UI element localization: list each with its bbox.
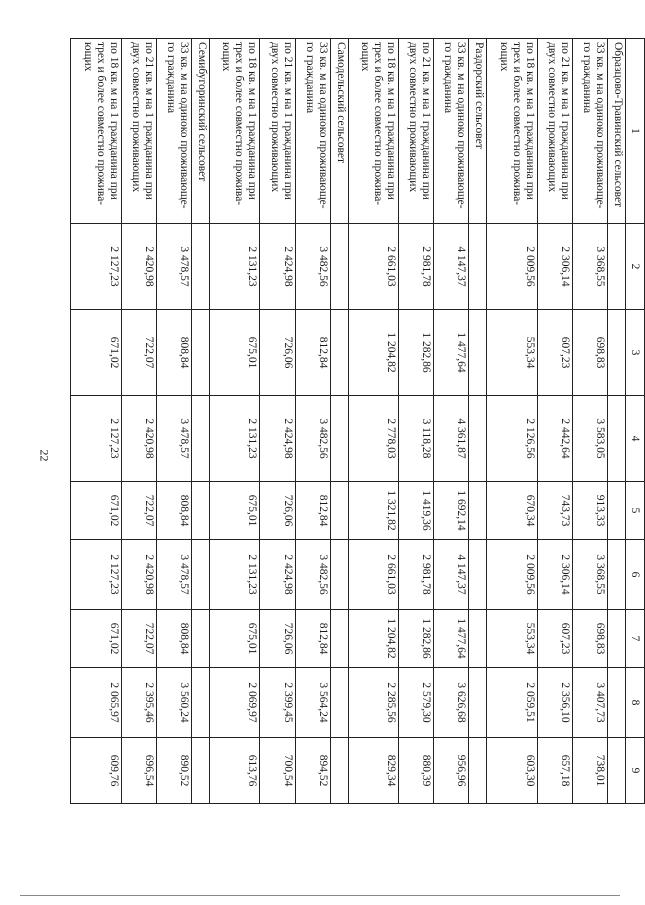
value-cell: 671,02: [71, 482, 122, 540]
empty-cell: [330, 224, 348, 310]
value-cell: 2 356,10: [537, 668, 572, 738]
value-cell: 2 399,45: [260, 668, 295, 738]
column-header: 8: [626, 668, 645, 738]
value-cell: 2 661,03: [348, 540, 399, 610]
value-cell: 1 419,36: [399, 482, 434, 540]
row-label: по 21 кв. м на 1 гражданина при двух совместно проживающих: [537, 39, 572, 224]
column-header: 9: [626, 738, 645, 804]
value-cell: 726,06: [260, 310, 295, 396]
value-cell: 3 368,55: [572, 224, 607, 310]
value-cell: 603,30: [487, 738, 538, 804]
row-label: по 18 кв. м на 1 гражданина при трех и более совместно прожива- ющих: [71, 39, 122, 224]
value-cell: 894,52: [295, 738, 330, 804]
value-cell: 3 478,57: [156, 224, 191, 310]
value-cell: 2 009,56: [487, 224, 538, 310]
value-cell: 2 127,23: [71, 396, 122, 482]
page-bottom-rule: [20, 895, 620, 896]
value-cell: 3 482,56: [295, 396, 330, 482]
table-row: [348, 39, 399, 804]
value-cell: 2 131,23: [209, 540, 260, 610]
empty-cell: [608, 668, 626, 738]
empty-cell: [608, 482, 626, 540]
value-cell: 2 285,56: [348, 668, 399, 738]
table-row: [71, 39, 122, 804]
table-row: [572, 39, 607, 804]
value-cell: 4 147,37: [434, 224, 469, 310]
empty-cell: [330, 738, 348, 804]
value-cell: 2 579,30: [399, 668, 434, 738]
empty-cell: [469, 482, 487, 540]
value-cell: 2 661,03: [348, 224, 399, 310]
value-cell: 2 424,98: [260, 224, 295, 310]
value-cell: 698,83: [572, 610, 607, 668]
value-cell: 675,01: [209, 310, 260, 396]
value-cell: 2 420,98: [121, 540, 156, 610]
value-cell: 743,73: [537, 482, 572, 540]
value-cell: 726,06: [260, 482, 295, 540]
section-row: [608, 39, 626, 804]
value-cell: 3 482,56: [295, 224, 330, 310]
section-title: Самодельский сельсовет: [330, 39, 348, 224]
empty-cell: [608, 738, 626, 804]
table-row: [156, 39, 191, 804]
value-cell: 698,83: [572, 310, 607, 396]
value-cell: 671,02: [71, 610, 122, 668]
value-cell: 829,34: [348, 738, 399, 804]
column-header: 7: [626, 610, 645, 668]
value-cell: 956,96: [434, 738, 469, 804]
section-row: [469, 39, 487, 804]
value-cell: 675,01: [209, 610, 260, 668]
row-label: по 18 кв. м на 1 гражданина при трех и более совместно прожива- ющих: [209, 39, 260, 224]
value-cell: 696,54: [121, 738, 156, 804]
value-cell: 607,23: [537, 310, 572, 396]
value-cell: 738,01: [572, 738, 607, 804]
column-header: 6: [626, 540, 645, 610]
empty-cell: [608, 540, 626, 610]
table-row: [537, 39, 572, 804]
empty-cell: [469, 224, 487, 310]
value-cell: 2 131,23: [209, 396, 260, 482]
value-cell: 722,07: [121, 482, 156, 540]
row-label: по 21 кв. м на 1 гражданина при двух совместно проживающих: [260, 39, 295, 224]
rotated-table-area: [70, 38, 645, 803]
value-cell: 808,84: [156, 482, 191, 540]
table-row: [295, 39, 330, 804]
column-header: 1: [626, 39, 645, 224]
empty-cell: [608, 396, 626, 482]
value-cell: 553,34: [487, 310, 538, 396]
table-row: [260, 39, 295, 804]
value-cell: 2 395,46: [121, 668, 156, 738]
page-number: 22: [37, 449, 52, 462]
empty-cell: [330, 540, 348, 610]
row-label: 33 кв. м на одиноко проживающе- го гражданина: [295, 39, 330, 224]
value-cell: 3 118,28: [399, 396, 434, 482]
value-cell: 553,34: [487, 610, 538, 668]
empty-cell: [191, 540, 209, 610]
value-cell: 3 407,73: [572, 668, 607, 738]
section-title: Раздорский сельсовет: [469, 39, 487, 224]
value-cell: 2 778,03: [348, 396, 399, 482]
value-cell: 1 204,82: [348, 610, 399, 668]
section-row: [330, 39, 348, 804]
empty-cell: [191, 310, 209, 396]
empty-cell: [330, 668, 348, 738]
empty-cell: [191, 224, 209, 310]
value-cell: 3 478,57: [156, 540, 191, 610]
value-cell: 913,33: [572, 482, 607, 540]
row-label: 33 кв. м на одиноко проживающе- го гражданина: [572, 39, 607, 224]
value-cell: 2 065,97: [71, 668, 122, 738]
empty-cell: [469, 610, 487, 668]
empty-cell: [608, 310, 626, 396]
column-header: 2: [626, 224, 645, 310]
value-cell: 890,52: [156, 738, 191, 804]
value-cell: 2 981,78: [399, 540, 434, 610]
value-cell: 671,02: [71, 310, 122, 396]
value-cell: 3 368,55: [572, 540, 607, 610]
value-cell: 808,84: [156, 310, 191, 396]
value-cell: 2 009,56: [487, 540, 538, 610]
value-cell: 1 692,14: [434, 482, 469, 540]
empty-cell: [330, 310, 348, 396]
value-cell: 700,54: [260, 738, 295, 804]
value-cell: 3 626,68: [434, 668, 469, 738]
empty-cell: [191, 482, 209, 540]
value-cell: 2 069,97: [209, 668, 260, 738]
empty-cell: [191, 396, 209, 482]
row-label: 33 кв. м на одиноко проживающе- го гражданина: [434, 39, 469, 224]
value-cell: 812,84: [295, 610, 330, 668]
value-cell: 812,84: [295, 310, 330, 396]
empty-cell: [330, 482, 348, 540]
value-cell: 2 127,23: [71, 224, 122, 310]
value-cell: 613,76: [209, 738, 260, 804]
row-label: по 21 кв. м на 1 гражданина при двух совместно проживающих: [399, 39, 434, 224]
value-cell: 1 282,86: [399, 310, 434, 396]
value-cell: 3 560,24: [156, 668, 191, 738]
empty-cell: [191, 610, 209, 668]
empty-cell: [608, 610, 626, 668]
value-cell: 670,34: [487, 482, 538, 540]
empty-cell: [469, 668, 487, 738]
row-label: по 18 кв. м на 1 гражданина при трех и более совместно прожива- ющих: [487, 39, 538, 224]
table-row: [209, 39, 260, 804]
value-cell: 3 583,05: [572, 396, 607, 482]
value-cell: 3 564,24: [295, 668, 330, 738]
section-title: Семибугоринский сельсовет: [191, 39, 209, 224]
value-cell: 4 147,37: [434, 540, 469, 610]
table-row: [434, 39, 469, 804]
empty-cell: [330, 396, 348, 482]
column-header: 4: [626, 396, 645, 482]
value-cell: 609,76: [71, 738, 122, 804]
value-cell: 607,23: [537, 610, 572, 668]
value-cell: 675,01: [209, 482, 260, 540]
value-cell: 2 424,98: [260, 396, 295, 482]
table-header-row: [626, 39, 645, 804]
value-cell: 2 981,78: [399, 224, 434, 310]
value-cell: 2 059,51: [487, 668, 538, 738]
empty-cell: [469, 396, 487, 482]
value-cell: 1 321,82: [348, 482, 399, 540]
value-cell: 3 478,57: [156, 396, 191, 482]
column-header: 5: [626, 482, 645, 540]
value-cell: 2 424,98: [260, 540, 295, 610]
column-header: 3: [626, 310, 645, 396]
value-cell: 1 204,82: [348, 310, 399, 396]
empty-cell: [330, 610, 348, 668]
empty-cell: [191, 668, 209, 738]
value-cell: 2 127,23: [71, 540, 122, 610]
section-title: Образцово-Травинский сельсовет: [608, 39, 626, 224]
value-cell: 726,06: [260, 610, 295, 668]
value-cell: 880,39: [399, 738, 434, 804]
row-label: по 18 кв. м на 1 гражданина при трех и более совместно прожива- ющих: [348, 39, 399, 224]
table-row: [399, 39, 434, 804]
empty-cell: [469, 738, 487, 804]
value-cell: 2 306,14: [537, 540, 572, 610]
tariff-table: [70, 38, 645, 804]
value-cell: 1 477,64: [434, 610, 469, 668]
value-cell: 2 126,56: [487, 396, 538, 482]
value-cell: 812,84: [295, 482, 330, 540]
row-label: по 21 кв. м на 1 гражданина при двух совместно проживающих: [121, 39, 156, 224]
empty-cell: [469, 540, 487, 610]
table-row: [487, 39, 538, 804]
value-cell: 2 131,23: [209, 224, 260, 310]
empty-cell: [608, 224, 626, 310]
value-cell: 657,18: [537, 738, 572, 804]
row-label: 33 кв. м на одиноко проживающе- го гражданина: [156, 39, 191, 224]
value-cell: 4 361,87: [434, 396, 469, 482]
value-cell: 2 420,98: [121, 396, 156, 482]
value-cell: 1 282,86: [399, 610, 434, 668]
value-cell: 722,07: [121, 610, 156, 668]
value-cell: 3 482,56: [295, 540, 330, 610]
value-cell: 2 442,64: [537, 396, 572, 482]
value-cell: 2 306,14: [537, 224, 572, 310]
empty-cell: [191, 738, 209, 804]
value-cell: 1 477,64: [434, 310, 469, 396]
table-row: [121, 39, 156, 804]
value-cell: 2 420,98: [121, 224, 156, 310]
value-cell: 808,84: [156, 610, 191, 668]
section-row: [191, 39, 209, 804]
empty-cell: [469, 310, 487, 396]
value-cell: 722,07: [121, 310, 156, 396]
